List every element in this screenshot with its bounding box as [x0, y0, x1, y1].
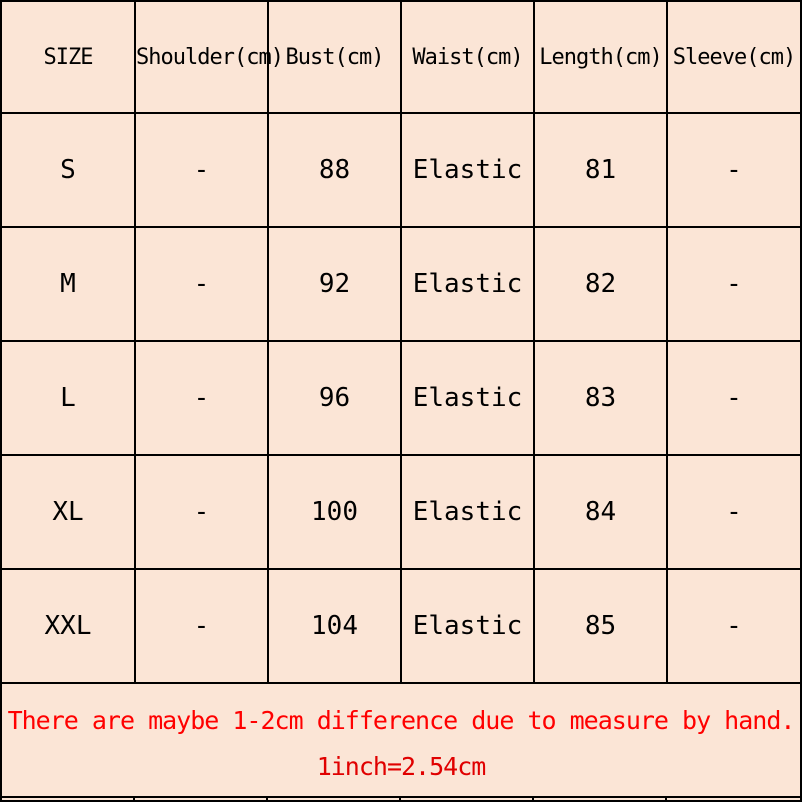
cell-bust: 100 [268, 455, 401, 569]
cell-sleeve: - [667, 569, 801, 683]
header-shoulder: Shoulder(cm) [135, 1, 268, 113]
cell-size: XL [1, 455, 135, 569]
bottom-border-strip [0, 796, 800, 802]
header-length: Length(cm) [534, 1, 667, 113]
cell-waist: Elastic [401, 227, 534, 341]
cell-sleeve: - [667, 341, 801, 455]
table-row [1, 569, 801, 683]
cell-sleeve: - [667, 455, 801, 569]
cell-size: XXL [1, 569, 135, 683]
cell-length: 85 [534, 569, 667, 683]
note-cell [1, 683, 801, 801]
cell-shoulder: - [135, 341, 268, 455]
cell-bust: 96 [268, 341, 401, 455]
measurement-note: There are maybe 1-2cm difference due to measure by hand. [7, 706, 795, 735]
cell-waist: Elastic [401, 455, 534, 569]
cell-shoulder: - [135, 569, 268, 683]
note-row [1, 683, 801, 801]
cell-size: L [1, 341, 135, 455]
cell-shoulder: - [135, 455, 268, 569]
header-size: SIZE [1, 1, 135, 113]
cell-size: S [1, 113, 135, 227]
cell-shoulder: - [135, 227, 268, 341]
cell-waist: Elastic [401, 569, 534, 683]
cell-bust: 88 [268, 113, 401, 227]
cell-sleeve: - [667, 113, 801, 227]
header-bust: Bust(cm) [268, 1, 401, 113]
table-row [1, 341, 801, 455]
cell-waist: Elastic [401, 341, 534, 455]
cell-size: M [1, 227, 135, 341]
table-row [1, 113, 801, 227]
inch-conversion-note: 1inch=2.54cm [316, 752, 486, 781]
cell-waist: Elastic [401, 113, 534, 227]
table-row [1, 455, 801, 569]
cell-length: 83 [534, 341, 667, 455]
header-sleeve: Sleeve(cm) [667, 1, 801, 113]
cell-bust: 104 [268, 569, 401, 683]
cell-bust: 92 [268, 227, 401, 341]
header-row [1, 1, 801, 113]
cell-length: 84 [534, 455, 667, 569]
cell-sleeve: - [667, 227, 801, 341]
header-waist: Waist(cm) [401, 1, 534, 113]
cell-length: 82 [534, 227, 667, 341]
cell-length: 81 [534, 113, 667, 227]
table-row [1, 227, 801, 341]
cell-shoulder: - [135, 113, 268, 227]
